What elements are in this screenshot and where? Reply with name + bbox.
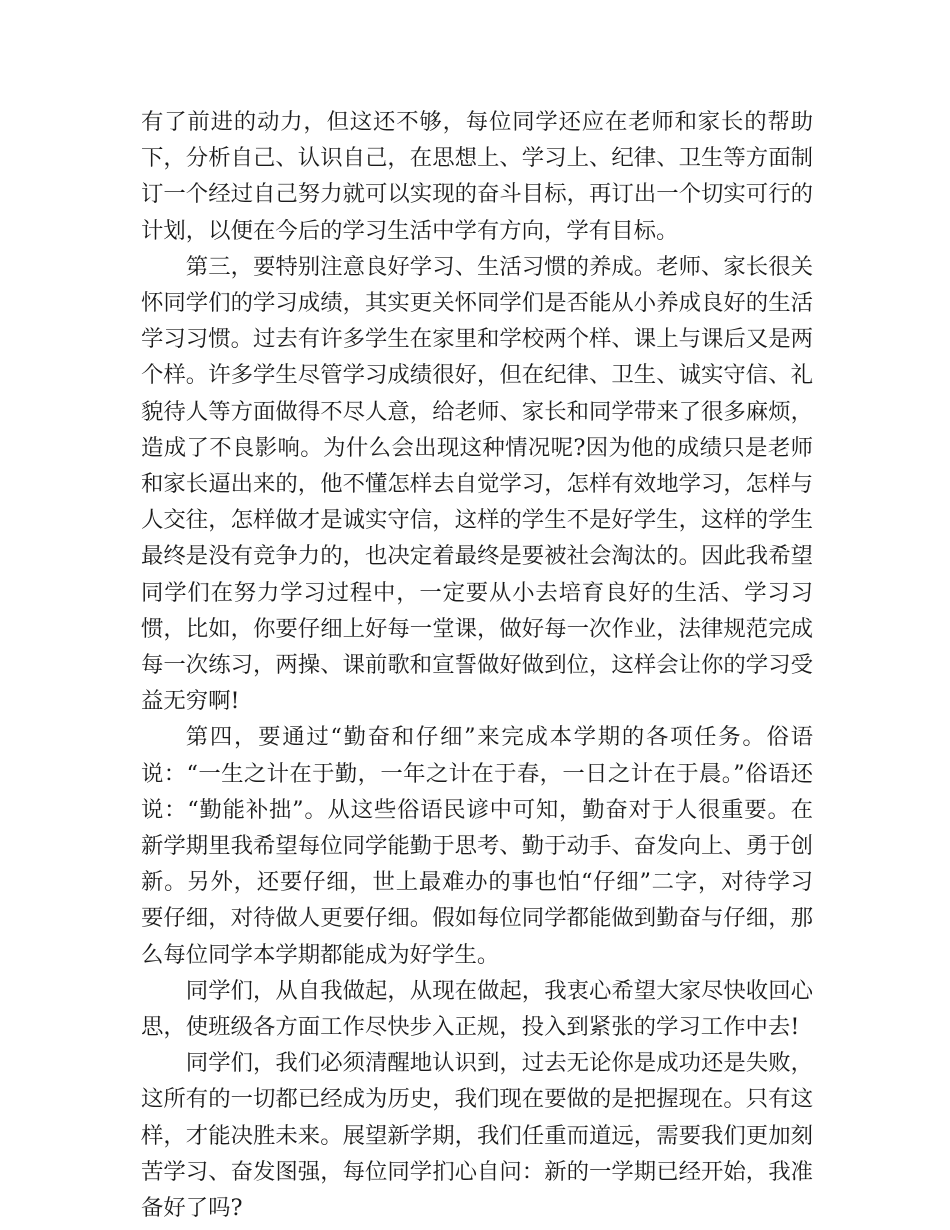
paragraph-third-point: 第三，要特别注意良好学习、生活习惯的养成。老师、家长很关怀同学们的学习成绩，其实更关怀同学们是否能从小养成良好的生活学习习惯。过去有许多学生在家里和学校两个样、课上与课后又是两个样。许多学生尽管学习成绩很好，但在纪律、卫生、诚实守信、礼貌待人等方面做得不尽人意，给老师、家长和同学带来了很多麻烦，造成了不良影响。为什么会出现这种情况呢?因为他的成绩只是老师和家长逼出来的，他不懂怎样去自觉学习，怎样有效地学习，怎样与人交往，怎样做才是诚实守信，这样的学生不是好学生，这样的学生最终是没有竞争力的，也决定着最终是要被社会淘汰的。因此我希望同学们在努力学习过程中，一定要从小去培育良好的生活、学习习惯，比如，你要仔细上好每一堂课，做好每一次作业，法律规范完成每一次练习，两操、课前歌和宣誓做好做到位，这样会让你的学习受益无穷啊! [141, 253, 813, 715]
paragraph-start-now: 同学们，从自我做起，从现在做起，我衷心希望大家尽快收回心思，使班级各方面工作尽快步入正规，投入到紧张的学习工作中去! [141, 977, 813, 1041]
paragraph-closing: 同学们，我们必须清醒地认识到，过去无论你是成功还是失败，这所有的一切都已经成为历史，我们现在要做的是把握现在。只有这样，才能决胜未来。展望新学期，我们任重而道远，需要我们更加刻苦学习、奋发图强，每位同学扪心自问：新的一学期已经开始，我准备好了吗? [141, 1050, 813, 1222]
paragraph-fourth-point: 第四，要通过“勤奋和仔细”来完成本学期的各项任务。俗语说：“一生之计在于勤，一年之计在于春，一日之计在于晨。”俗语还说：“勤能补拙”。从这些俗语民谚中可知，勤奋对于人很重要。在新学期里我希望每位同学能勤于思考、勤于动手、奋发向上、勇于创新。另外，还要仔细，世上最难办的事也怕“仔细”二字，对待学习要仔细，对待做人更要仔细。假如每位同学都能做到勤奋与仔细，那么每位同学本学期都能成为好学生。 [141, 724, 813, 968]
document-body [141, 104, 813, 1226]
paragraph-continuation: 有了前进的动力，但这还不够，每位同学还应在老师和家长的帮助下，分析自己、认识自己，在思想上、学习上、纪律、卫生等方面制订一个经过自己努力就可以实现的奋斗目标，再订出一个切实可行的计划，以便在今后的学习生活中学有方向，学有目标。 [141, 109, 813, 244]
